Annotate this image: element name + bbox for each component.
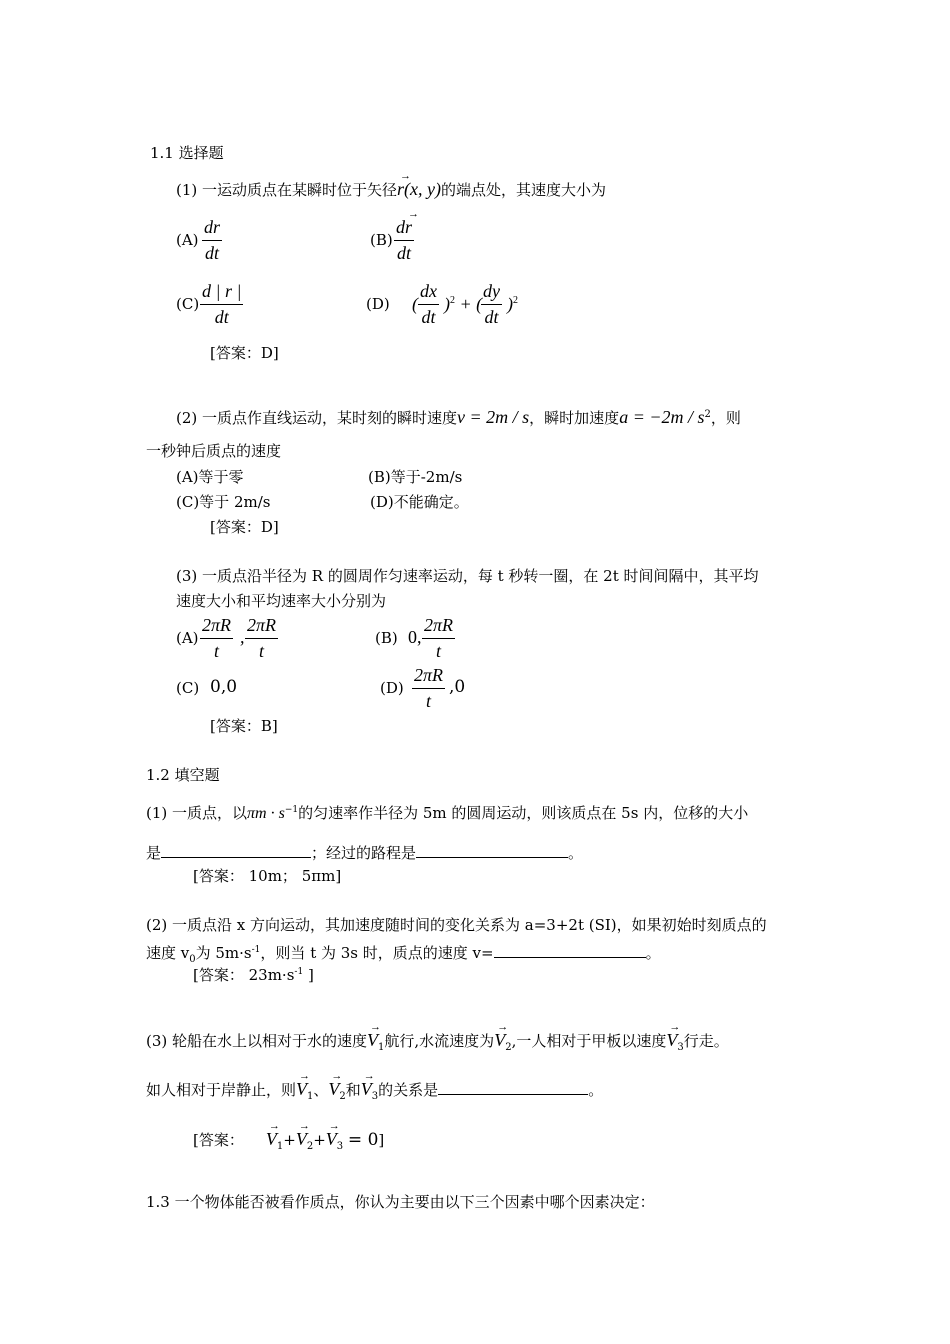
q1-post: 的端点处，其速度大小为 (441, 181, 607, 199)
q3-option-a-comma: , (240, 627, 245, 647)
q2-line2: 一秒钟后质点的速度 (146, 442, 282, 460)
f1-line1: (1) 一质点，以$\pi m \cdot s^{-1}$的匀速率作半径为 5m 的圆周运动，则该质点在 5s 内，位移的大小 (146, 804, 749, 822)
q1-option-d-end: )$^2$ (507, 294, 518, 314)
f2-answer: [答案： $23m\cdot s^{-1}$ ] (193, 966, 314, 984)
q1-option-d-label: (D) (366, 295, 390, 313)
section-1-2-title: 1.2 填空题 (146, 766, 220, 784)
q1-answer: [答案：D] (210, 344, 279, 362)
q1-text (176, 180, 606, 198)
f2-line1: (2) 一质点沿 x 方向运动，其加速度随时间的变化关系为 a=3+2t (SI)，如果初始时刻质点的 (146, 916, 767, 934)
q3-option-a-label: (A) (176, 629, 199, 647)
q2-option-d: (D)不能确定。 (370, 493, 469, 511)
q2-option-b: (B)等于-2m/s (368, 468, 463, 486)
q3-option-a-frac1: 2πR t (202, 615, 232, 661)
q1-option-b-label: (B) (370, 231, 393, 249)
q1-pre: (1) 一运动质点在某瞬时位于矢径 (176, 181, 398, 199)
f3-line2: 如人相对于岸静止，则→ $V_1$、→ $V_2$和→ $V_3$的关系是 。 (146, 1080, 603, 1102)
q3-option-b-frac: 2πR t (424, 615, 454, 661)
q1-xy: (x, y) (404, 179, 442, 199)
f2-blank-velocity (494, 943, 646, 958)
f1-blank-distance (416, 843, 568, 858)
q1-option-d-dy: dy dt (483, 281, 500, 327)
q3-option-a-frac2: 2πR t (247, 615, 277, 661)
q2-velocity: v = 2m / s (457, 407, 530, 427)
q3-option-d-frac: 2πR t (414, 665, 444, 711)
f1-blank-displacement (161, 843, 311, 858)
q2-text: (2) 一质点作直线运动，某时刻的瞬时速度v = 2m / s，瞬时加速度$a = -2m / s^2$，则 (176, 407, 741, 427)
f1-line2: 是 ；经过的路程是 。 (146, 844, 584, 862)
q1-option-d-dx: dx dt (420, 281, 437, 327)
q3-line2: 速度大小和平均速率大小分别为 (176, 592, 387, 610)
q3-line1: (3) 一质点沿半径为 R 的圆周作匀速率运动，每 t 秒转一圈，在 2t 时间间隔中，其平均 (176, 567, 759, 585)
q1-option-b-fraction: d→ r dt (394, 217, 414, 264)
q1-r-vector: → r (397, 180, 404, 198)
section-1-3-title: 1.3 一个物体能否被看作质点，你认为主要由以下三个因素中哪个因素决定： (146, 1193, 655, 1211)
q3-option-c-label: (C) (176, 679, 200, 697)
f2-line2: 速度 $v_0$为 $5m\cdot s^{-1}$，则当 t 为 3s 时，质点的速度 v= 。 (146, 944, 661, 965)
f3-answer: [答案：→ $V_1+\to V_2+\to V_3 = 0$] (193, 1130, 384, 1152)
q1-option-c-fraction: d | r | dt (202, 281, 242, 327)
section-1-1-title: 1.1 选择题 (150, 144, 224, 162)
q2-option-a: (A)等于零 (176, 468, 244, 486)
q2-answer: [答案：D] (210, 518, 279, 536)
q3-option-b-zero: 0, (408, 627, 422, 647)
q2-acceleration: a = −2m / s (619, 407, 705, 427)
q1-option-a-fraction: dr dt (204, 217, 221, 263)
q3-option-d-tail: ,0 (449, 677, 466, 697)
f3-line1: (3) 轮船在水上以相对于水的速度→ $V_1$航行,水流速度为→ $V_2$,一人相对于甲板以速度→ $V_3$行走。 (146, 1031, 729, 1053)
q3-option-d-label: (D) (380, 679, 404, 697)
q1-option-c-label: (C) (176, 295, 200, 313)
f1-answer: [答案： 10m； 5πm] (193, 867, 342, 885)
q3-option-c-value: 0,0 (210, 677, 238, 697)
q1-option-d-mid: )$^2$ + ( (444, 294, 483, 314)
q3-option-b-label: (B) (375, 629, 398, 647)
f3-blank-relation (438, 1080, 588, 1095)
q2-option-c: (C)等于 2m/s (176, 493, 271, 511)
q1-option-d-paren1: ( (412, 294, 418, 314)
q1-option-a-label: (A) (176, 231, 199, 249)
q3-answer: [答案：B] (210, 717, 278, 735)
